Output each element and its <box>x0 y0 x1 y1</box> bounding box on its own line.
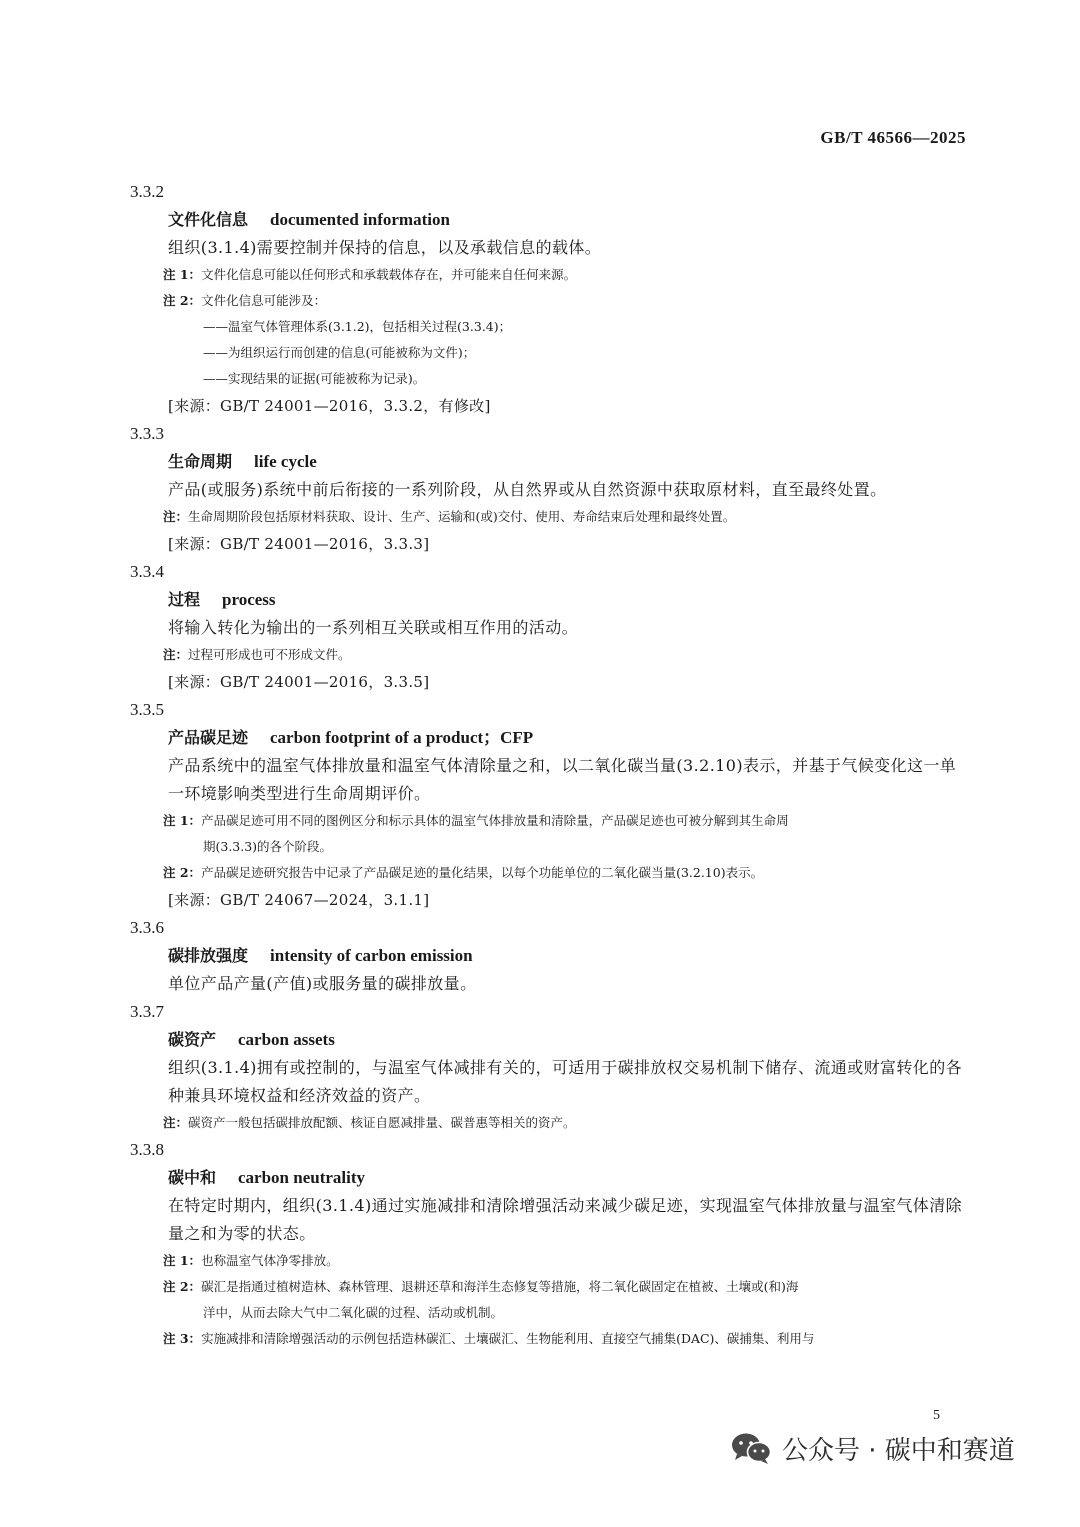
note-text: 产品碳足迹可用不同的图例区分和标示具体的温室气体排放量和清除量，产品碳足迹也可被分解到其生命周 <box>201 813 789 828</box>
note <box>163 1110 970 1136</box>
clause-number: 3.3.4 <box>130 562 164 581</box>
wechat-icon <box>730 1431 772 1465</box>
note <box>163 642 970 668</box>
term-en: carbon footprint of a product；CFP <box>270 728 534 747</box>
term-definition: 产品系统中的温室气体排放量和温室气体清除量之和，以二氧化碳当量(3.2.10)表示，并基于气候变化这一单一环境影响类型进行生命周期评价。 <box>168 756 957 803</box>
note-text: 实施减排和清除增强活动的示例包括造林碳汇、土壤碳汇、生物能利用、直接空气捕集(DAC)、碳捕集、利用与 <box>201 1331 815 1346</box>
watermark-text: 公众号 · 碳中和赛道 <box>782 1435 1015 1466</box>
note-continuation: 期(3.3.3)的各个阶段。 <box>203 839 333 854</box>
source-citation: [来源：GB/T 24001—2016，3.3.3] <box>168 535 430 553</box>
clause-number: 3.3.2 <box>130 182 164 201</box>
term-definition: 产品(或服务)系统中前后衔接的一系列阶段，从自然界或从自然资源中获取原材料，直至最终处置。 <box>168 480 887 499</box>
term-definition: 单位产品产量(产值)或服务量的碳排放量。 <box>168 974 477 993</box>
term-title <box>168 448 970 476</box>
note <box>163 262 970 288</box>
source-citation: [来源：GB/T 24001—2016，3.3.5] <box>168 673 430 691</box>
note-text: 文件化信息可能以任何形式和承载载体存在，并可能来自任何来源。 <box>201 267 577 282</box>
term-zh: 过程 <box>168 590 201 609</box>
clause-number: 3.3.8 <box>130 1140 164 1159</box>
note-label: 注 2： <box>163 293 202 308</box>
note-label: 注 2： <box>163 865 202 880</box>
term-title <box>168 1164 970 1192</box>
list-item: ——实现结果的证据(可能被称为记录)。 <box>203 371 426 386</box>
term-en: process <box>222 590 276 609</box>
note-text: 也称温室气体净零排放。 <box>201 1253 339 1268</box>
term-zh: 生命周期 <box>168 452 233 471</box>
term-zh: 产品碳足迹 <box>168 728 249 747</box>
note-label: 注： <box>163 509 189 524</box>
note-text: 生命周期阶段包括原材料获取、设计、生产、运输和(或)交付、使用、寿命结束后处理和最终处置。 <box>188 509 736 524</box>
note <box>163 1326 970 1352</box>
note-label: 注 1： <box>163 1253 202 1268</box>
note-label: 注 3： <box>163 1331 202 1346</box>
document-code: GB/T 46566—2025 <box>820 128 966 147</box>
note-text: 过程可形成也可不形成文件。 <box>188 647 351 662</box>
source-citation: [来源：GB/T 24001—2016，3.3.2，有修改] <box>168 397 491 415</box>
note-text: 碳资产一般包括碳排放配额、核证自愿减排量、碳普惠等相关的资产。 <box>188 1115 576 1130</box>
term-title <box>168 942 970 970</box>
term-definition: 将输入转化为输出的一系列相互关联或相互作用的活动。 <box>168 618 579 637</box>
list-item: ——温室气体管理体系(3.1.2)，包括相关过程(3.3.4)； <box>203 319 512 334</box>
source-citation: [来源：GB/T 24067—2024，3.1.1] <box>168 891 430 909</box>
list-item: ——为组织运行而创建的信息(可能被称为文件)； <box>203 345 476 360</box>
note-label: 注 2： <box>163 1279 202 1294</box>
clause-number: 3.3.5 <box>130 700 164 719</box>
term-zh: 碳中和 <box>168 1168 217 1187</box>
watermark <box>730 1430 1015 1466</box>
term-en: documented information <box>270 210 450 229</box>
note-label: 注 1： <box>163 813 202 828</box>
term-en: carbon assets <box>238 1030 335 1049</box>
note <box>163 288 970 314</box>
term-title <box>168 724 970 752</box>
term-en: carbon neutrality <box>238 1168 366 1187</box>
note <box>163 1248 970 1274</box>
note-label: 注： <box>163 647 189 662</box>
note-continuation: 洋中，从而去除大气中二氧化碳的过程、活动或机制。 <box>203 1305 504 1320</box>
note <box>163 1274 970 1300</box>
page-number: 5 <box>933 1408 940 1423</box>
clause-number: 3.3.6 <box>130 918 164 937</box>
term-en: intensity of carbon emission <box>270 946 473 965</box>
clause-number: 3.3.7 <box>130 1002 164 1021</box>
note-text: 碳汇是指通过植树造林、森林管理、退耕还草和海洋生态修复等措施，将二氧化碳固定在植被、土壤或(和)海 <box>201 1279 799 1294</box>
note <box>163 504 970 530</box>
note <box>163 808 970 834</box>
term-title <box>168 1026 970 1054</box>
term-en: life cycle <box>254 452 317 471</box>
term-zh: 碳资产 <box>168 1030 217 1049</box>
note <box>163 860 970 886</box>
term-zh: 文件化信息 <box>168 210 249 229</box>
note-text: 产品碳足迹研究报告中记录了产品碳足迹的量化结果，以每个功能单位的二氧化碳当量(3.2.10)表示。 <box>201 865 764 880</box>
term-zh: 碳排放强度 <box>168 946 249 965</box>
note-label: 注 1： <box>163 267 202 282</box>
clause-number: 3.3.3 <box>130 424 164 443</box>
term-definition: 在特定时期内，组织(3.1.4)通过实施减排和清除增强活动来减少碳足迹，实现温室气体排放量与温室气体清除量之和为零的状态。 <box>168 1196 962 1243</box>
note-label: 注： <box>163 1115 189 1130</box>
note-text: 文件化信息可能涉及： <box>201 293 327 308</box>
term-definition: 组织(3.1.4)拥有或控制的，与温室气体减排有关的，可适用于碳排放权交易机制下储存、流通或财富转化的各种兼具环境权益和经济效益的资产。 <box>168 1058 962 1105</box>
term-definition: 组织(3.1.4)需要控制并保持的信息，以及承载信息的载体。 <box>168 238 602 257</box>
term-title <box>168 586 970 614</box>
term-title <box>168 206 970 234</box>
document-body <box>130 178 970 1352</box>
